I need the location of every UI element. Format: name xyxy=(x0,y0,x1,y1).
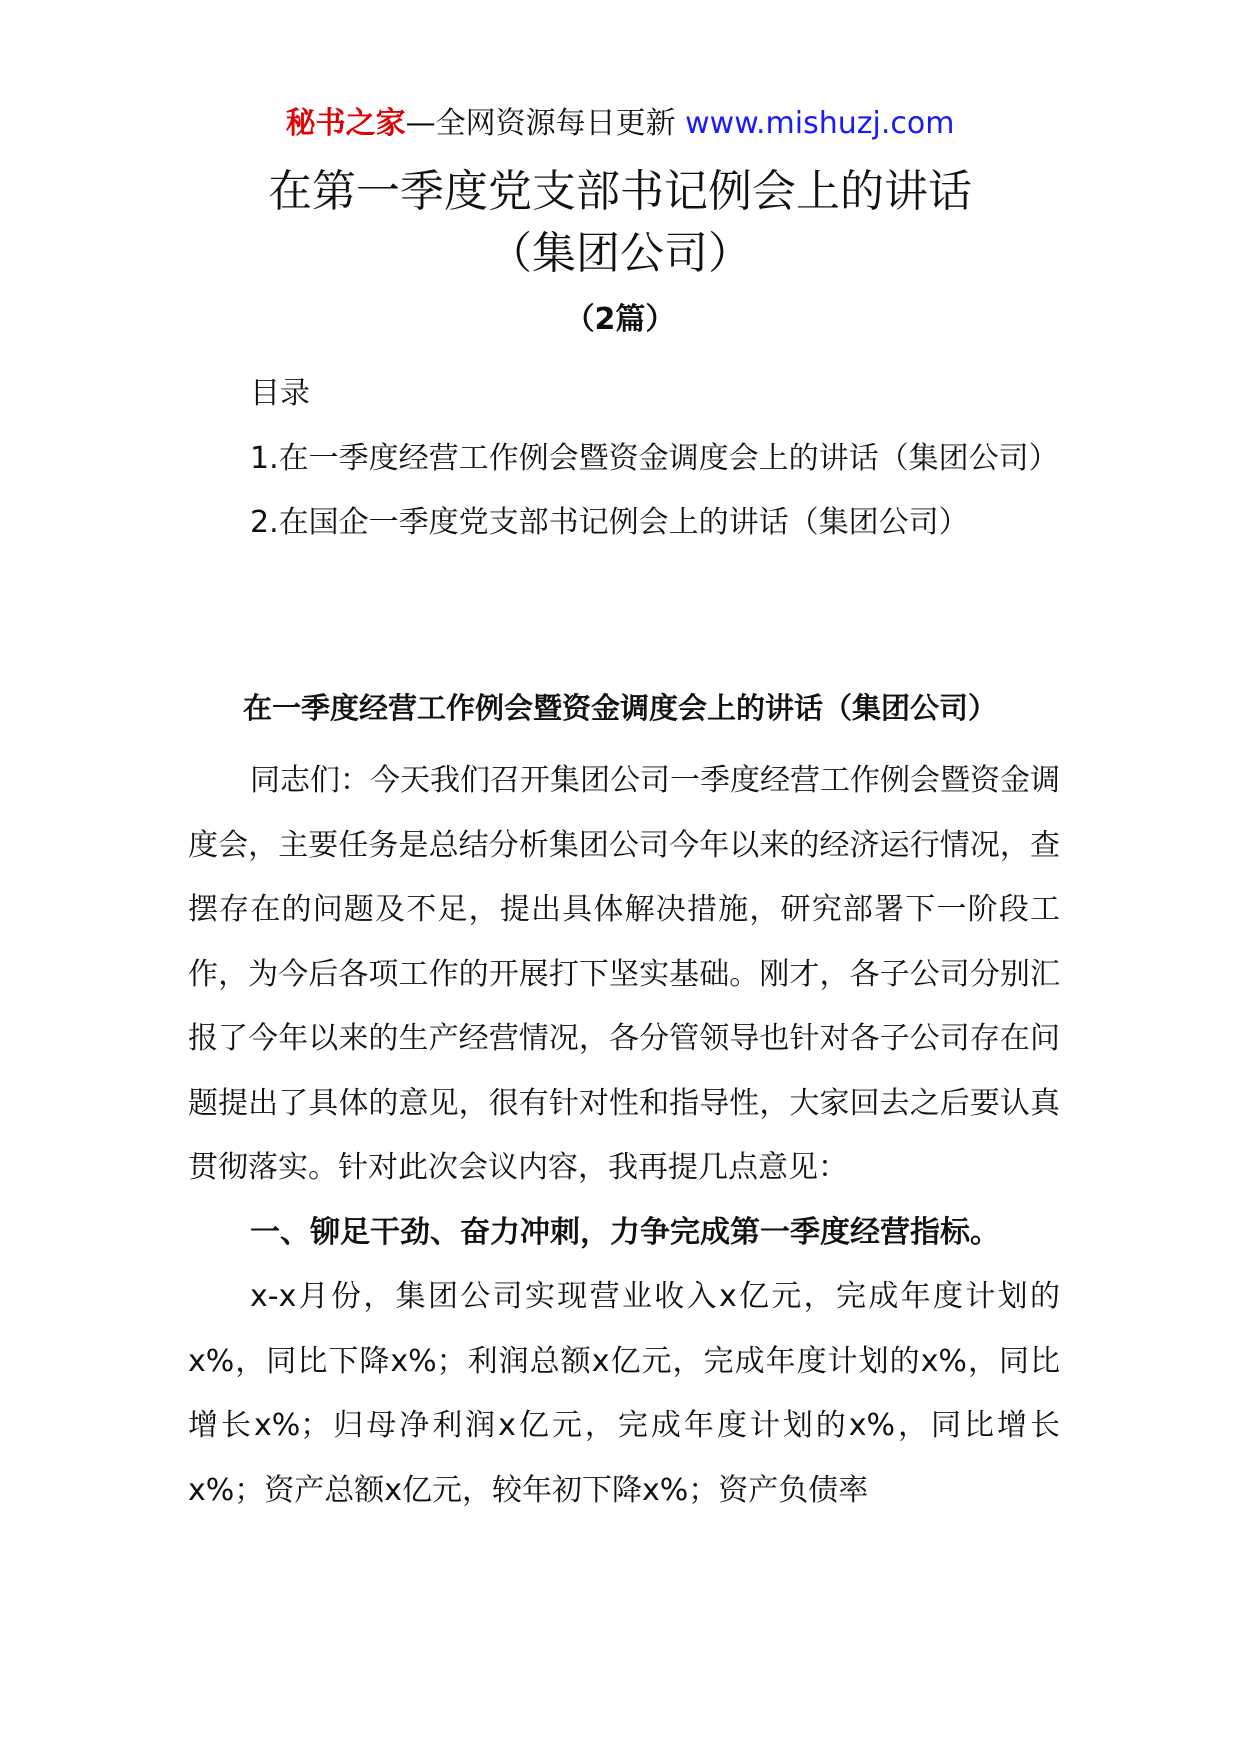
document-title-line1: 在第一季度党支部书记例会上的讲话 xyxy=(268,166,972,217)
watermark-url[interactable]: www.mishuzj.com xyxy=(685,106,955,141)
paragraph: 同志们：今天我们召开集团公司一季度经营工作例会暨资金调度会，主要任务是总结分析集团公司今年以来的经济运行情况，查摆存在的问题及不足，提出具体解决措施，研究部署下一阶段工作，为今后各项工作的开展打下坚实基础。刚才，各子公司分别汇报了今年以来的生产经营情况，各分管领导也针对各子公司存在问题提出了具体的意见，很有针对性和指导性，大家回去之后要认真贯彻落实。针对此次会议内容，我再提几点意见： xyxy=(188,763,1060,1185)
watermark-brand: 秘书之家 xyxy=(285,106,406,141)
paragraph: x-x月份，集团公司实现营业收入x亿元，完成年度计划的x%，同比下降x%；利润总额x亿元，完成年度计划的x%，同比增长x%；归母净利润x亿元，完成年度计划的x%，同比增长x%；资产总额x亿元，较年初下降x%；资产负债率 xyxy=(188,1279,1060,1508)
watermark-tagline: —全网资源每日更新 xyxy=(405,106,686,141)
document-subtitle: （2篇） xyxy=(564,302,676,337)
section-title: 在一季度经营工作例会暨资金调度会上的讲话（集团公司） xyxy=(242,691,997,725)
document-title-line2: （集团公司） xyxy=(488,228,752,279)
table-of-contents xyxy=(188,362,1060,556)
toc-item: 2.在国企一季度党支部书记例会上的讲话（集团公司） xyxy=(250,505,969,540)
subsection-heading: 一、铆足干劲、奋力冲刺，力争完成第一季度经营指标。 xyxy=(250,1214,1000,1250)
watermark-header xyxy=(0,102,1240,146)
toc-item: 1.在一季度经营工作例会暨资金调度会上的讲话（集团公司） xyxy=(250,440,1059,476)
toc-label: 目录 xyxy=(250,376,310,411)
section-body xyxy=(188,749,1060,1523)
